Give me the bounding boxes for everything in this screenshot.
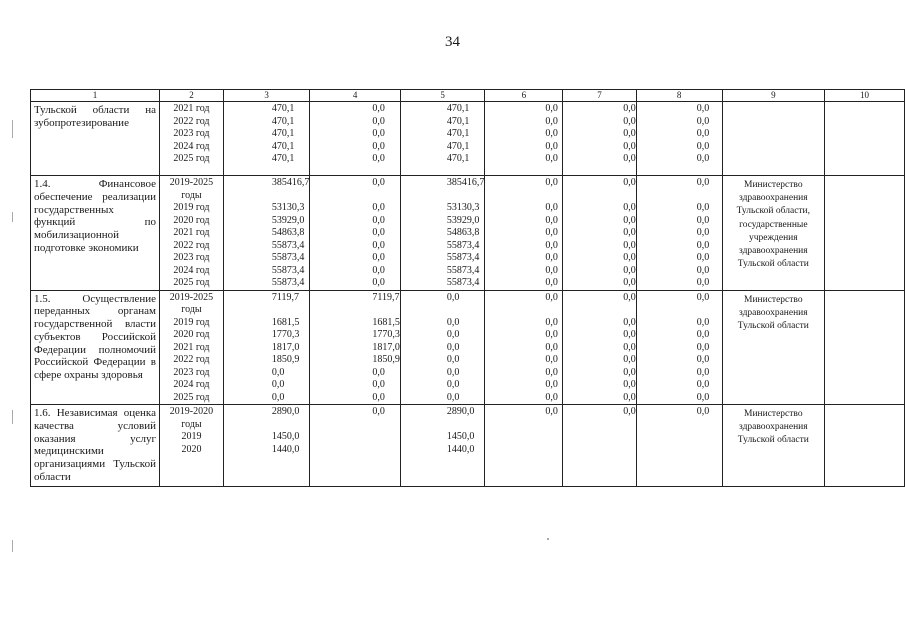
value-cell (636, 176, 722, 291)
value-text: 1450,0 (446, 431, 475, 442)
value-text: 0,0 (545, 379, 558, 390)
value-cell (485, 102, 563, 176)
period-cell (159, 405, 223, 487)
value-text: 0,0 (372, 140, 385, 152)
value-text: 0,0 (545, 277, 558, 288)
value-text: 0,0 (623, 177, 636, 188)
row-name: 1.5. Осуществление переданных органам государственной власти субъектов Российской Федерации полномочий Российской Федерации в сфере охраны здоровья (34, 292, 156, 382)
value-text: 2890,0 (271, 406, 300, 417)
period-label: 2022 год (173, 115, 210, 127)
responsible-org-cell (722, 290, 825, 405)
value-text (667, 304, 722, 317)
value-text: 0,0 (545, 406, 558, 417)
value-text: 0,0 (623, 264, 636, 276)
value-text: 0,0 (623, 140, 636, 152)
table-row (31, 405, 905, 487)
value-text (248, 304, 310, 317)
scan-mark (12, 120, 13, 138)
value-text: 0,0 (545, 239, 558, 251)
period-label: годы (181, 189, 202, 201)
column-header: 2 (159, 90, 223, 102)
budget-table (30, 89, 905, 487)
scan-mark (12, 540, 13, 552)
value-text: 470,1 (446, 103, 470, 114)
column-header: 6 (485, 90, 563, 102)
period-label: 2025 год (173, 153, 210, 164)
value-text: 0,0 (696, 366, 710, 378)
period-label: 2019 год (173, 202, 210, 213)
period-cell (159, 102, 223, 176)
value-cell (485, 405, 563, 487)
value-text (424, 419, 485, 432)
period-label: 2023 год (173, 128, 210, 139)
value-text (667, 190, 722, 203)
period-label: 2019-2020 (169, 406, 214, 417)
value-text: 1450,0 (271, 431, 300, 442)
value-text (515, 190, 562, 203)
period-label: 2024 год (173, 140, 210, 152)
period-label: 2023 год (173, 252, 210, 263)
value-text: 0,0 (545, 153, 558, 164)
period-label: 2020 год (173, 329, 210, 340)
period-label: 2019 год (173, 316, 210, 328)
period-label: 2021 год (173, 341, 210, 353)
value-text: 1817,0 (271, 341, 300, 353)
value-text: 0,0 (446, 379, 460, 390)
column-header: 8 (636, 90, 722, 102)
value-text: 0,0 (372, 379, 385, 390)
value-text: 0,0 (545, 316, 558, 328)
column-header: 9 (722, 90, 825, 102)
value-text: 55873,4 (446, 264, 480, 276)
value-text: 7119,7 (271, 291, 300, 303)
value-text: 0,0 (623, 202, 636, 213)
value-text: 1440,0 (446, 443, 475, 455)
value-text: 0,0 (545, 214, 558, 226)
value-text (341, 431, 400, 444)
value-text (248, 190, 310, 203)
table-row (31, 290, 905, 405)
value-text: 0,0 (623, 341, 636, 353)
period-label: 2020 год (173, 214, 210, 226)
value-text (593, 304, 636, 317)
value-text: 53130,3 (271, 202, 305, 213)
value-text: 470,1 (271, 153, 295, 164)
value-text: 1681,5 (271, 316, 300, 328)
value-text (341, 444, 400, 457)
value-cell (223, 102, 310, 176)
value-text: 0,0 (623, 103, 636, 114)
value-text: 0,0 (446, 316, 460, 328)
period-cell (159, 176, 223, 291)
value-text (593, 419, 636, 432)
row-name: Тульской области на зубопротезирование (34, 104, 156, 129)
value-text (515, 431, 562, 444)
value-text (424, 304, 485, 317)
responsible-org: Министерство здравоохранения Тульской области, государственные учреждения здравоохранения Тульской области (736, 180, 811, 270)
responsible-org (723, 102, 825, 105)
value-cell (310, 290, 401, 405)
table-row (31, 102, 905, 176)
value-text: 0,0 (545, 264, 558, 276)
value-text: 0,0 (696, 177, 710, 188)
responsible-org: Министерство здравоохранения Тульской области (737, 294, 809, 331)
value-cell (400, 176, 485, 291)
value-text: 0,0 (372, 103, 385, 114)
value-text: 470,1 (446, 115, 470, 127)
value-text: 55873,4 (446, 252, 480, 263)
value-text: 0,0 (545, 177, 558, 188)
row-name-cell (31, 102, 160, 176)
value-cell (485, 290, 563, 405)
value-text: 0,0 (696, 202, 710, 213)
column-header: 3 (223, 90, 310, 102)
value-text (593, 431, 636, 444)
value-cell (563, 102, 637, 176)
period-label: 2024 год (173, 264, 210, 276)
column-10-cell (825, 176, 905, 291)
responsible-org: Министерство здравоохранения Тульской области (737, 409, 809, 446)
value-text: 470,1 (446, 153, 470, 164)
value-text: 0,0 (372, 177, 385, 188)
scan-mark (12, 212, 13, 222)
value-text: 0,0 (696, 316, 710, 328)
value-cell (636, 290, 722, 405)
value-cell (223, 405, 310, 487)
period-label: 2021 год (173, 227, 210, 238)
value-text: 0,0 (696, 153, 710, 164)
value-cell (563, 176, 637, 291)
value-text: 0,0 (696, 406, 710, 417)
value-text: 0,0 (696, 379, 710, 390)
value-text: 0,0 (545, 291, 558, 303)
row-name: 1.6. Независимая оценка качества условий оказания услуг медицинскими организациями Тульской области (34, 407, 156, 483)
value-text: 0,0 (696, 115, 710, 127)
value-text: 0,0 (271, 366, 285, 378)
value-text: 0,0 (271, 391, 285, 403)
column-10-cell (825, 102, 905, 176)
value-text: 53929,0 (446, 214, 480, 226)
column-10-cell (825, 405, 905, 487)
value-text: 0,0 (623, 406, 636, 417)
value-text: 0,0 (372, 366, 385, 378)
value-text: 0,0 (372, 153, 385, 164)
value-text: 7119,7 (372, 291, 400, 303)
value-text: 0,0 (446, 391, 460, 403)
column-header: 1 (31, 90, 160, 102)
value-text: 0,0 (372, 214, 385, 226)
value-text: 0,0 (696, 239, 710, 251)
value-cell (400, 102, 485, 176)
value-text (515, 444, 562, 457)
value-text: 53130,3 (446, 202, 480, 213)
value-text: 0,0 (545, 341, 558, 353)
value-text: 0,0 (446, 354, 460, 365)
value-text (593, 190, 636, 203)
value-text (248, 419, 310, 432)
value-text: 0,0 (372, 391, 385, 403)
value-text: 0,0 (372, 264, 385, 276)
value-text: 55873,4 (446, 277, 480, 288)
value-cell (636, 102, 722, 176)
period-cell (159, 290, 223, 405)
value-text: 0,0 (696, 354, 710, 365)
value-text: 470,1 (271, 128, 295, 139)
value-text (424, 190, 485, 203)
value-cell (636, 405, 722, 487)
value-text: 0,0 (696, 252, 710, 263)
value-text: 0,0 (372, 202, 385, 213)
value-text: 0,0 (623, 214, 636, 226)
value-cell (400, 405, 485, 487)
column-header: 4 (310, 90, 401, 102)
value-text: 0,0 (446, 341, 460, 353)
value-text: 0,0 (372, 128, 385, 139)
period-label: 2019-2025 (169, 291, 214, 303)
value-text: 1850,9 (372, 354, 400, 365)
row-name-cell (31, 290, 160, 405)
value-text: 0,0 (623, 354, 636, 365)
value-text (593, 444, 636, 457)
column-number-row (31, 90, 905, 102)
value-text: 470,1 (271, 140, 295, 152)
column-header: 5 (400, 90, 485, 102)
value-text: 0,0 (372, 252, 385, 263)
value-text: 0,0 (545, 227, 558, 238)
value-text: 470,1 (446, 140, 470, 152)
value-text: 0,0 (623, 128, 636, 139)
scan-mark (12, 410, 13, 424)
value-text: 0,0 (623, 252, 636, 263)
value-text: 1440,0 (271, 443, 300, 455)
value-text (667, 444, 722, 457)
value-text: 0,0 (545, 391, 558, 403)
row-name: 1.4. Финансовое обеспечение реализации государственных функций по мобилизационной подготовке экономики (34, 178, 156, 254)
value-cell (310, 102, 401, 176)
period-label: 2022 год (173, 239, 210, 251)
value-text (341, 190, 400, 203)
period-label: годы (181, 418, 202, 430)
responsible-org-cell (722, 405, 825, 487)
row-name-cell (31, 176, 160, 291)
period-label: 2020 (181, 443, 202, 455)
value-text: 0,0 (372, 277, 385, 288)
value-text: 0,0 (545, 103, 558, 114)
value-cell (563, 405, 637, 487)
value-text (341, 304, 400, 317)
value-text: 0,0 (623, 366, 636, 378)
value-text: 53929,0 (271, 214, 305, 226)
value-text: 0,0 (696, 341, 710, 353)
value-text: 54863,8 (271, 227, 305, 238)
value-cell (223, 290, 310, 405)
value-text: 1770,3 (271, 329, 300, 340)
period-label: 2019-2025 (169, 177, 214, 188)
value-cell (310, 176, 401, 291)
value-text: 0,0 (696, 264, 710, 276)
period-label: 2019 (181, 431, 202, 442)
value-text: 0,0 (696, 329, 710, 340)
period-label: 2021 год (173, 103, 210, 114)
value-text: 0,0 (696, 291, 710, 303)
value-text: 0,0 (623, 316, 636, 328)
value-text: 55873,4 (271, 277, 305, 288)
period-label: 2023 год (173, 366, 210, 378)
value-text: 0,0 (696, 227, 710, 238)
table-row (31, 176, 905, 291)
value-text: 0,0 (545, 366, 558, 378)
row-name-cell (31, 405, 160, 487)
value-cell (485, 176, 563, 291)
page-number: 34 (445, 34, 460, 50)
value-text: 470,1 (271, 103, 295, 114)
value-text: 0,0 (446, 366, 460, 378)
value-text: 0,0 (696, 103, 710, 114)
value-text: 0,0 (372, 115, 385, 127)
value-text: 385416,7 (446, 177, 485, 188)
value-text: 0,0 (623, 291, 636, 303)
value-text: 0,0 (623, 227, 636, 238)
value-text: 0,0 (623, 391, 636, 403)
value-text: 1850,9 (271, 354, 300, 365)
value-text: 0,0 (545, 128, 558, 139)
value-text: 470,1 (271, 115, 295, 127)
value-text: 0,0 (446, 329, 460, 340)
period-label: 2022 год (173, 354, 210, 365)
value-text: 470,1 (446, 128, 470, 139)
value-text: 0,0 (545, 354, 558, 365)
value-text: 0,0 (623, 379, 636, 390)
value-text: 0,0 (372, 239, 385, 251)
responsible-org-cell (722, 176, 825, 291)
value-text: 55873,4 (446, 239, 480, 251)
value-text: 0,0 (545, 140, 558, 152)
value-text: 0,0 (446, 291, 460, 303)
value-text: 0,0 (696, 391, 710, 403)
value-text: 0,0 (545, 202, 558, 213)
responsible-org-cell (722, 102, 825, 176)
column-header: 10 (825, 90, 905, 102)
period-label: 2024 год (173, 379, 210, 390)
value-text: 0,0 (545, 115, 558, 127)
value-text (515, 419, 562, 432)
value-text: 0,0 (623, 329, 636, 340)
value-text: 54863,8 (446, 227, 480, 238)
period-label: годы (181, 304, 202, 315)
value-text: 0,0 (696, 140, 710, 152)
column-header: 7 (563, 90, 637, 102)
value-text: 0,0 (623, 239, 636, 251)
value-cell (310, 405, 401, 487)
value-text: 0,0 (623, 277, 636, 288)
value-cell (400, 290, 485, 405)
value-text: 1817,0 (372, 341, 400, 353)
value-text (515, 304, 562, 317)
value-text: 0,0 (696, 277, 710, 288)
value-text: 0,0 (372, 227, 385, 238)
value-text: 55873,4 (271, 264, 305, 276)
value-text: 2890,0 (446, 406, 475, 417)
value-text: 0,0 (696, 128, 710, 139)
period-label: 2025 год (173, 391, 210, 403)
value-text: 0,0 (271, 379, 285, 390)
value-text: 55873,4 (271, 239, 305, 251)
value-text: 1770,3 (372, 329, 400, 340)
value-text: 0,0 (545, 252, 558, 263)
value-text: 0,0 (623, 115, 636, 127)
value-text (667, 419, 722, 432)
period-label: 2025 год (173, 277, 210, 288)
value-text (341, 419, 400, 432)
value-text: 385416,7 (271, 177, 310, 188)
value-cell (563, 290, 637, 405)
value-text: 55873,4 (271, 252, 305, 263)
scan-mark (547, 538, 549, 540)
value-text: 0,0 (623, 153, 636, 164)
value-text: 1681,5 (372, 316, 400, 328)
value-cell (223, 176, 310, 291)
column-10-cell (825, 290, 905, 405)
value-text (667, 431, 722, 444)
value-text: 0,0 (545, 329, 558, 340)
value-text: 0,0 (372, 406, 385, 417)
value-text: 0,0 (696, 214, 710, 226)
